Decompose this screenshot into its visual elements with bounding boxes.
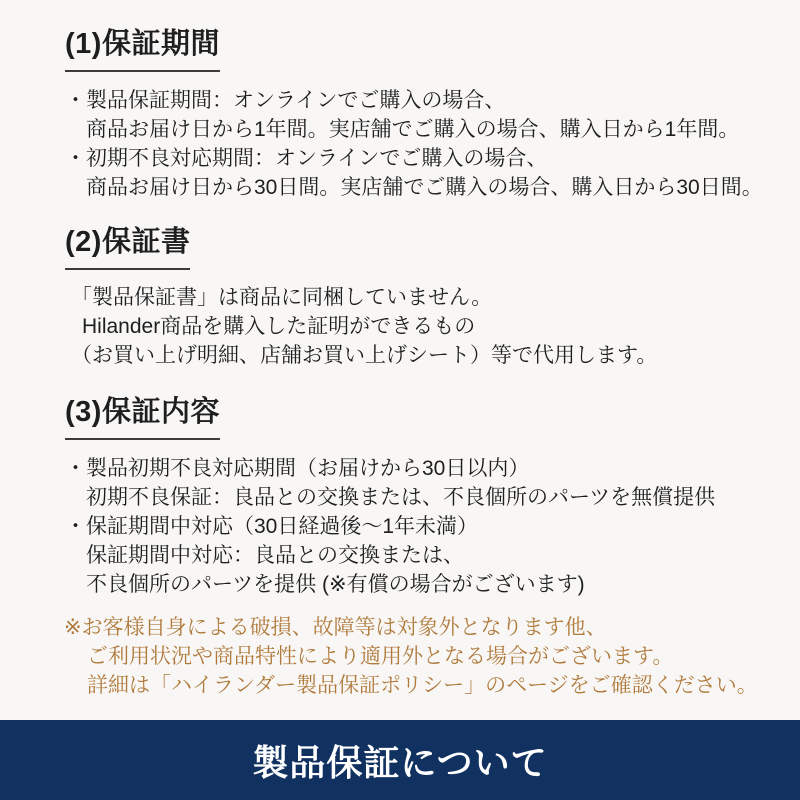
warranty-period-line-2: 商品お届け日から1年間。実店舗でご購入の場合、購入日から1年間。 — [86, 118, 740, 141]
disclaimer-line-3: 詳細は「ハイランダー製品保証ポリシー」のページをご確認ください。 — [87, 674, 758, 697]
warranty-period-line-4: 商品お届け日から30日間。実店舗でご購入の場合、購入日から30日間。 — [86, 176, 763, 199]
warranty-certificate-line-3: （お買い上げ明細、店舗お買い上げシート）等で代用します。 — [71, 344, 658, 367]
warranty-content-line-5: 不良個所のパーツを提供 (※有償の場合がございます) — [86, 573, 585, 596]
footer-title: 製品保証について — [252, 741, 548, 783]
warranty-content-body — [65, 454, 715, 599]
disclaimer-note — [64, 613, 758, 700]
warranty-certificate-heading: (2)保証書 — [65, 225, 190, 270]
warranty-content-line-2: 初期不良保証：良品との交換または、不良個所のパーツを無償提供 — [86, 486, 716, 509]
warranty-content-line-3: ・保証期間中対応（30日経過後～1年未満） — [65, 515, 479, 538]
warranty-certificate-body — [71, 283, 657, 370]
warranty-period-heading: (1)保証期間 — [65, 27, 220, 72]
warranty-content-line-4: 保証期間中対応：良品との交換または、 — [86, 544, 464, 567]
disclaimer-line-1: ※お客様自身による破損、故障等は対象外となります他、 — [64, 616, 607, 639]
disclaimer-line-2: ご利用状況や商品特性により適用外となる場合がございます。 — [87, 645, 674, 668]
warranty-period-line-3: ・初期不良対応期間：オンラインでご購入の場合、 — [65, 147, 548, 170]
warranty-period-line-1: ・製品保証期間：オンラインでご購入の場合、 — [65, 89, 506, 112]
warranty-certificate-line-2: Hilander商品を購入した証明ができるもの — [82, 315, 476, 338]
warranty-certificate-line-1: 「製品保証書」は商品に同梱していません。 — [71, 286, 493, 309]
warranty-period-body — [65, 86, 763, 202]
footer-title-bar — [0, 720, 800, 800]
warranty-content-heading: (3)保証内容 — [65, 395, 220, 440]
warranty-content-line-1: ・製品初期不良対応期間（お届けから30日以内） — [65, 457, 530, 480]
